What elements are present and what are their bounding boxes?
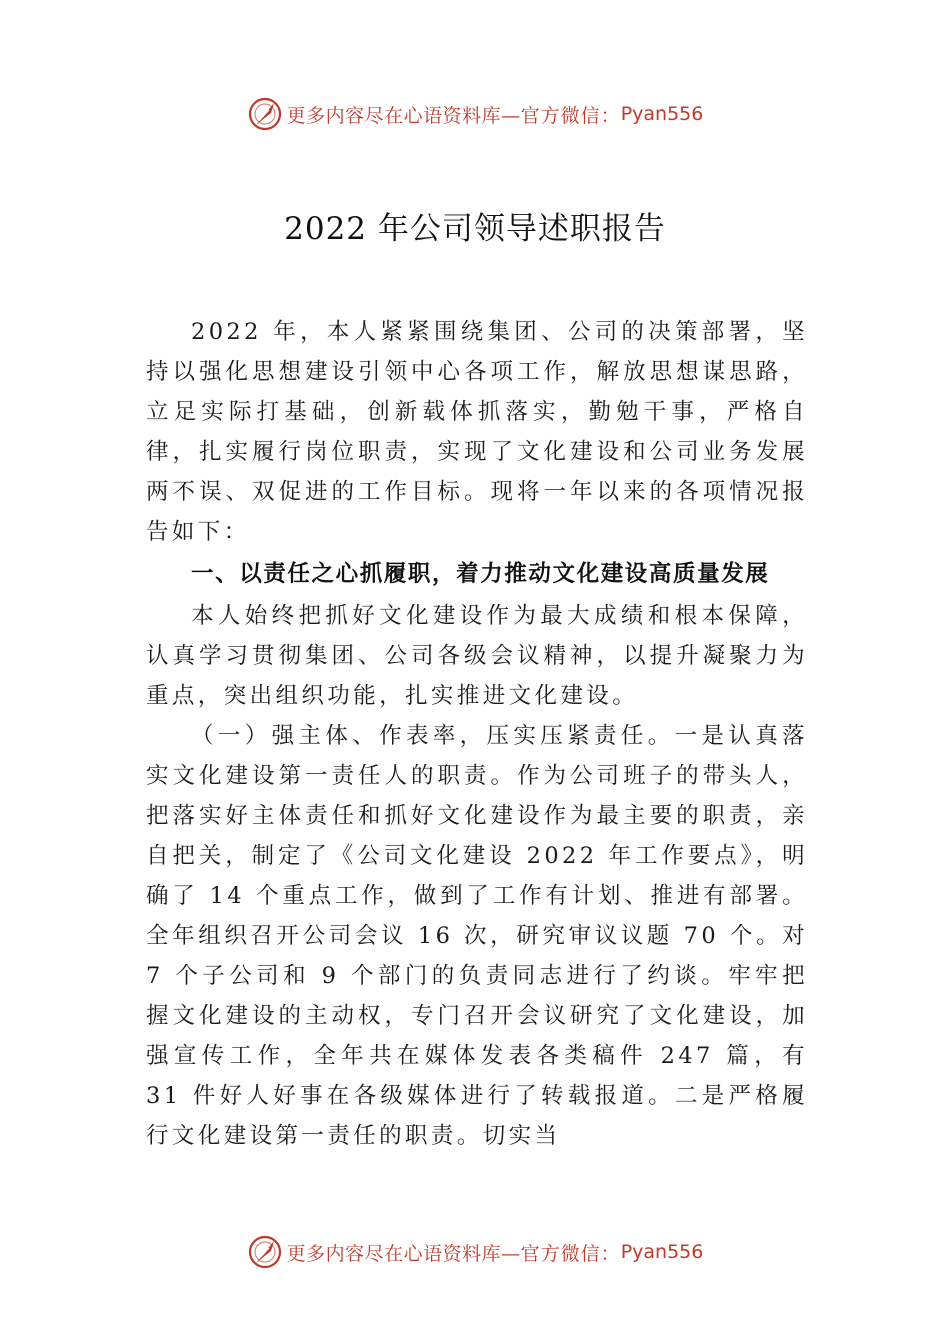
header-watermark-banner [0,92,950,136]
banner-slogan: 更多内容尽在心语资料库— [286,104,521,127]
banner-slogan: 更多内容尽在心语资料库— [286,1242,521,1265]
intro-paragraph: 2022 年，本人紧紧围绕集团、公司的决策部署，坚持以强化思想建设引领中心各项工作，解放思想谋思路，立足实际打基础，创新载体抓落实，勤勉干事，严格自律，扎实履行岗位职责，实现了文化建设和公司业务发展两不误、双促进的工作目标。现将一年以来的各项情况报告如下： [146,319,808,545]
banner-wechat-label: 官方微信： [520,104,621,127]
subsection-paragraph: （一）强主体、作表率，压实压紧责任。一是认真落实文化建设第一责任人的职责。作为公司班子的带头人，把落实好主体责任和抓好文化建设作为最主要的职责，亲自把关，制定了《公司文化建设 2022 年工作要点》，明确了 14 个重点工作，做到了工作有计划、推进有部署。全年组织召开公司会议 16 次，研究审议议题 70 个。对 7 个子公司和 9 个部门的负责同志进行了约谈。牢牢把握文化建设的主动权，专门召开会议研究了文化建设，加强宣传工作，全年共在媒体发表各类稿件 247 篇，有 31 件好人好事在各级媒体进行了转载报道。二是严格履行文化建设第一责任的职责。切实当 [146,723,808,1149]
banner-wechat-label: 官方微信： [520,1242,621,1265]
section-paragraph: 本人始终把抓好文化建设作为最大成绩和根本保障，认真学习贯彻集团、公司各级会议精神，以提升凝聚力为重点，突出组织功能，扎实推进文化建设。 [146,603,808,709]
banner-wechat-id: Pyan556 [620,103,704,125]
document-body [146,312,808,1156]
footer-watermark-banner [0,1230,950,1274]
section-heading: 一、以责任之心抓履职，着力推动文化建设高质量发展 [191,561,770,587]
document-title: 2022 年公司领导述职报告 [284,211,666,247]
banner-wechat-id: Pyan556 [620,1241,704,1263]
quill-logo-icon [247,1234,283,1270]
quill-logo-icon [247,96,283,132]
